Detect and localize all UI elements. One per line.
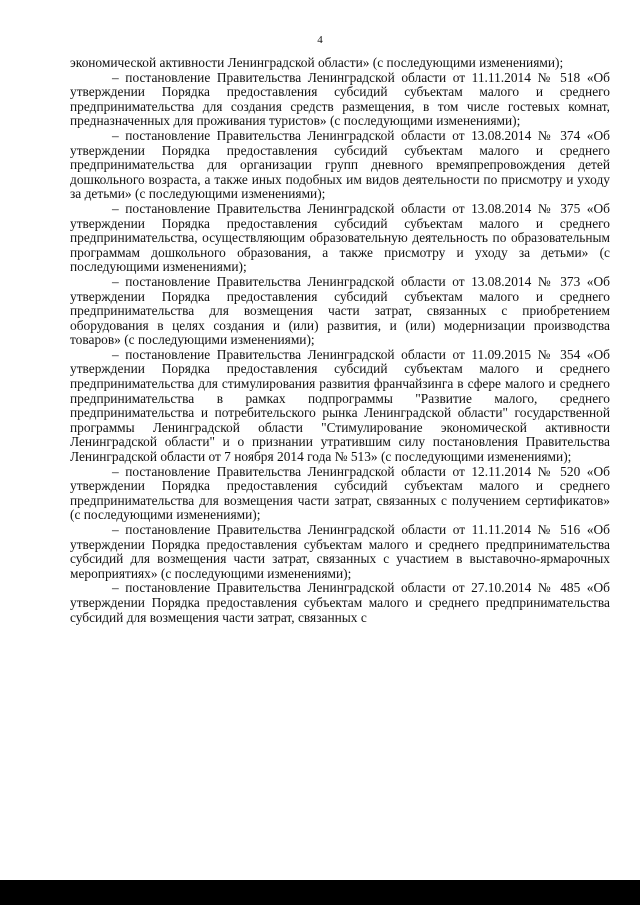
paragraph-resolution-485: – постановление Правительства Ленинградской области от 27.10.2014 № 485 «Об утверждении Порядка предоставления субъектам малого и среднего предпринимательства субсидий для возмещения части затрат, связанных с	[70, 580, 610, 625]
paragraph-resolution-518: – постановление Правительства Ленинградской области от 11.11.2014 № 518 «Об утверждении Порядка предоставления субсидий субъектам малого и среднего предпринимательства для создания средств размещения, в том числе гостевых комнат, предназначенных для проживания туристов» (с последующими изменениями);	[70, 69, 610, 129]
paragraph-resolution-374: – постановление Правительства Ленинградской области от 13.08.2014 № 374 «Об утверждении Порядка предоставления субсидий субъектам малого и среднего предпринимательства для организации групп дневного времяпрепровождения детей дошкольного возраста, а также иных подобных им видов деятельности по присмотру и уходу за детьми» (с последующими изменениями);	[70, 127, 610, 202]
paragraph-resolution-375: – постановление Правительства Ленинградской области от 13.08.2014 № 375 «Об утверждении Порядка предоставления субсидий субъектам малого и среднего предпринимательства, осуществляющим образовательную деятельность по образовательным программам дошкольного образования, а также присмотру и уходу за детьми» (с последующими изменениями);	[70, 200, 610, 275]
page-number: 4	[317, 34, 323, 46]
paragraph-resolution-516: – постановление Правительства Ленинградской области от 11.11.2014 № 516 «Об утверждении Порядка предоставления субъектам малого и среднего предпринимательства субсидий для возмещения части затрат, связанных с участием в выставочно-ярмарочных мероприятиях» (с последующими изменениями);	[70, 522, 610, 581]
paragraph-continuation: экономической активности Ленинградской области» (с последующими изменениями);	[70, 55, 564, 70]
paragraph-resolution-520: – постановление Правительства Ленинградской области от 12.11.2014 № 520 «Об утверждении Порядка предоставления субсидий субъектам малого и среднего предпринимательства для возмещения части затрат, связанных с получением сертификатов» (с последующими изменениями);	[70, 463, 610, 523]
scan-bottom-edge	[0, 880, 640, 905]
paragraph-resolution-373: – постановление Правительства Ленинградской области от 13.08.2014 № 373 «Об утверждении Порядка предоставления субсидий субъектам малого и среднего предпринимательства для возмещения части затрат, связанных с приобретением оборудования в целях создания и (или) развития, и (или) модернизации производства товаров» (с последующими изменениями);	[70, 273, 610, 348]
paragraph-resolution-354: – постановление Правительства Ленинградской области от 11.09.2015 № 354 «Об утверждении Порядка предоставления субсидий субъектам малого и среднего предпринимательства для стимулирования развития франчайзинга в сфере малого и среднего предпринимательства в рамках подпрограммы "Развитие малого, среднего предпринимательства и потребительского рынка Ленинградской области" государственной программы Ленинградской области "Стимулирование экономической активности Ленинградской области" и о признании утратившим силу постановления Правительства Ленинградской области от 7 ноября 2014 года № 513» (с последующими изменениями);	[70, 346, 610, 465]
document-body	[70, 56, 610, 625]
